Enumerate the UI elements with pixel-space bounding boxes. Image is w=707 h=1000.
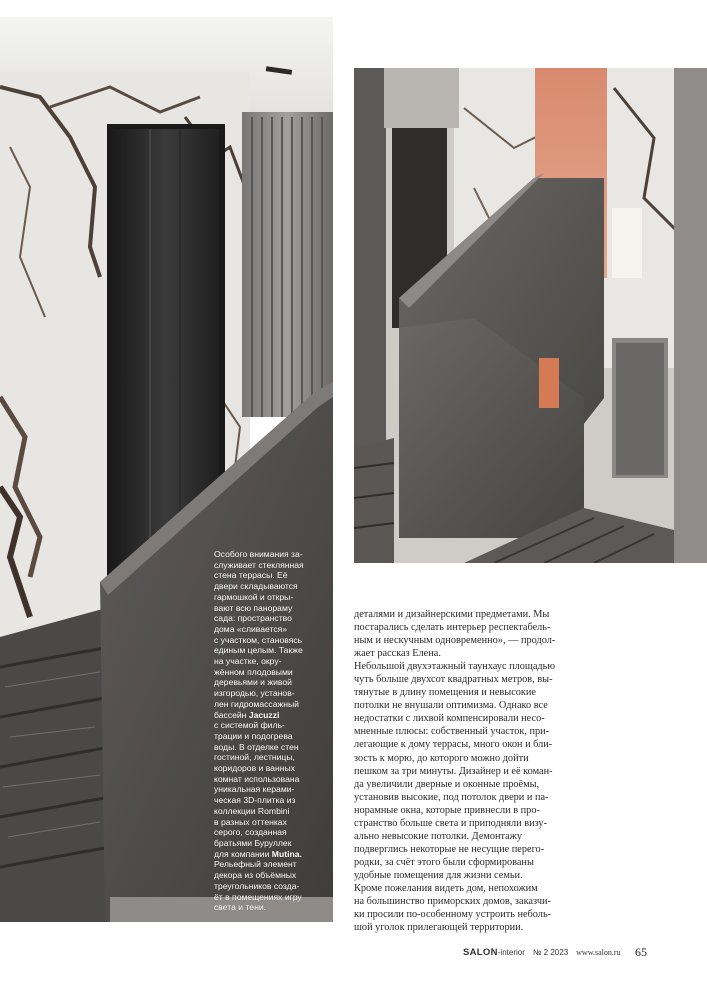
footer-url[interactable]: www.salon.ru — [576, 948, 621, 957]
caption-brand-jacuzzi: Jacuzzi — [248, 709, 280, 720]
footer-issue: № 2 2023 — [532, 948, 569, 957]
footer-brand-suffix: -interior — [497, 948, 525, 957]
footer-brand — [463, 947, 525, 958]
caption-brand-mutina: Mutina. — [271, 848, 302, 859]
photo-right-stairwell — [354, 68, 707, 563]
footer-brand-name: SALON — [463, 947, 498, 958]
page-number: 65 — [635, 945, 647, 959]
page-footer — [463, 947, 647, 961]
photo-caption — [214, 549, 330, 913]
caption-text-part1: Особого внимания за- служивает стеклянная стена террасы. Её двери складываются гармошкой и откры- вают всю панораму сада: пространство дома «сливается» с участком, становясь единым целым. Также на участке, окру- жённом плодовыми деревьями и живой изгородью, установ- лен гидромассажный бассейн — [214, 549, 304, 720]
caption-text-part2: с системой филь- трации и подогрева воды. В отделке стен гостиной, лестницы, коридоров и ванных комнат использована уникальная керами- ческая 3D-плитка из коллекции Rombini в разных оттенках серого, созданная братьями Буруллек для компании — [214, 720, 300, 859]
caption-text-part3: Рельефный элемент декора из объёмных треугольников созда- ёт в помещениях игру света и тени. — [214, 859, 302, 913]
article-body-text: деталями и дизайнерскими предметами. Мы постарались сделать интерьер респектабель- ным и нескучным одновременно», — продол- жает рассказ Елена. Небольшой двухэтажный таунхаус площадью чуть больше двухсот квадратных метров, вы- тянутые в длину помещения и невысокие потолки не внушали оптимизма. Однако все недостатки с лихвой компенсировали несо- мненные плюсы: собственный участок, при- легающие к дому террасы, много окон и бли- зость к морю, до которого можно дойти пешком за три минуты. Дизайнер и её коман- да увеличили дверные и оконные проёмы, установив высокие, под потолок двери и па- норамные окна, которые привнесли в про- странство больше света и приподняли визу- ально невысокие потолки. Демонтажу подверглись некоторые не несущие перего- родки, за счёт этого были сформированы удобные помещения для жизни семьи. Кроме пожелания видеть дом, непохожим на большинство приморских домов, заказчи- ки просили по-особенному устроить неболь- шой уголок прилегающей территории. — [354, 609, 556, 934]
stairwell-photo-illustration — [354, 68, 707, 563]
